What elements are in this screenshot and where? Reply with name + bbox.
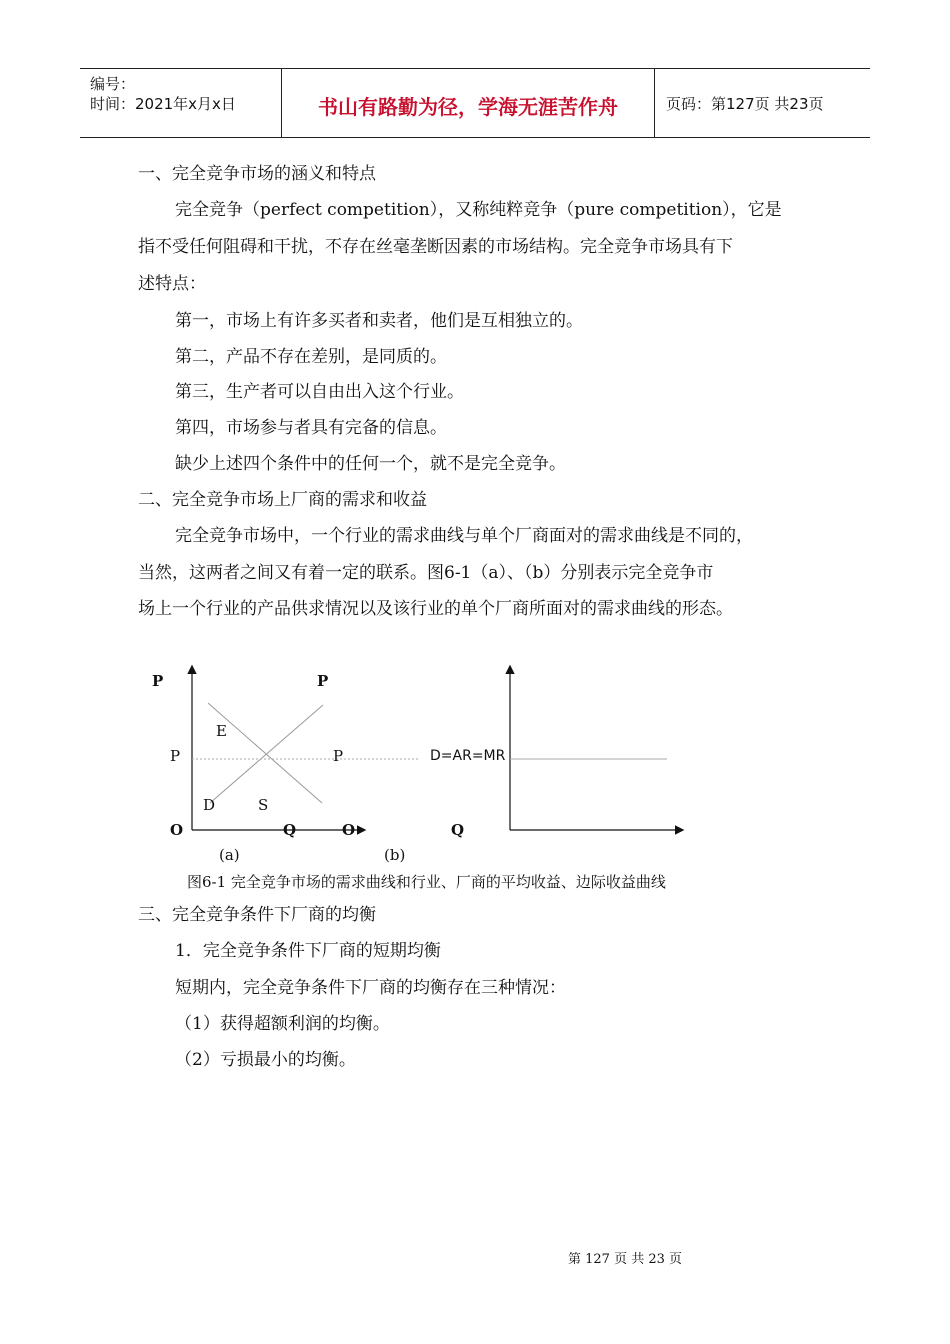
header-right-cell: [654, 69, 870, 137]
price-label-left: P: [170, 747, 181, 765]
q-label-left: Q: [283, 821, 297, 839]
time-label: 时间：2021年x月x日: [90, 95, 236, 113]
case-1: （1）获得超额利润的均衡。: [175, 1014, 390, 1034]
paragraph-2-line-3: 场上一个行业的产品供求情况以及该行业的单个厂商所面对的需求曲线的形态。: [138, 599, 733, 619]
short-run-intro: 短期内，完全竞争条件下厂商的均衡存在三种情况：: [175, 978, 566, 998]
motto: 书山有路勤为径，学海无涯苦作舟: [318, 95, 618, 119]
price-label-mid: P: [333, 747, 344, 765]
figure-graph: [140, 655, 740, 875]
s-label: S: [258, 796, 269, 814]
paragraph-1-line-1: 完全竞争（perfect competition），又称纯粹竞争（pure competition），它是: [175, 200, 782, 220]
feature-summary: 缺少上述四个条件中的任何一个，就不是完全竞争。: [175, 454, 566, 474]
demand-line: [208, 703, 322, 803]
panel-a-p-axis-label: P: [152, 672, 164, 690]
heading-1: 一、完全竞争市场的涵义和特点: [138, 164, 376, 184]
paragraph-1-line-3: 述特点：: [138, 274, 206, 294]
case-2: （2）亏损最小的均衡。: [175, 1050, 356, 1070]
origin-label-right: O: [342, 821, 356, 839]
feature-3: 第三，生产者可以自由出入这个行业。: [175, 382, 464, 402]
header-left-cell: [80, 69, 280, 137]
page-info: 页码：第127页 共23页: [666, 95, 824, 113]
heading-3: 三、完全竞争条件下厂商的均衡: [138, 905, 376, 925]
panel-b-label: (b): [384, 846, 406, 864]
figure-6-1: [140, 655, 740, 875]
q-label-right: Q: [451, 821, 465, 839]
origin-label-left: O: [170, 821, 184, 839]
paragraph-2-line-2: 当然，这两者之间又有着一定的联系。图6-1（a）、（b）分别表示完全竞争市: [138, 563, 714, 583]
feature-1: 第一，市场上有许多买者和卖者，他们是互相独立的。: [175, 311, 583, 331]
header-motto-cell: [281, 69, 655, 137]
paragraph-1-line-2: 指不受任何阻碍和干扰，不存在丝毫垄断因素的市场结构。完全竞争市场具有下: [138, 237, 733, 257]
paragraph-2-line-1: 完全竞争市场中，一个行业的需求曲线与单个厂商面对的需求曲线是不同的，: [175, 526, 753, 546]
feature-4: 第四，市场参与者具有完备的信息。: [175, 418, 447, 438]
panel-a-label: (a): [219, 846, 240, 864]
demand-curve-label: D=AR=MR: [430, 748, 506, 764]
d-label: D: [203, 796, 216, 814]
panel-b-p-axis-label: P: [317, 672, 329, 690]
subheading-1: 1．完全竞争条件下厂商的短期均衡: [175, 941, 441, 961]
feature-2: 第二，产品不存在差别，是同质的。: [175, 347, 447, 367]
header-table: [80, 68, 870, 138]
e-label: E: [216, 722, 227, 740]
heading-2: 二、完全竞争市场上厂商的需求和收益: [138, 490, 427, 510]
page-footer: 第 127 页 共 23 页: [568, 1252, 683, 1267]
number-label: 编号：: [90, 75, 136, 93]
figure-caption: 图6-1 完全竞争市场的需求曲线和行业、厂商的平均收益、边际收益曲线: [187, 873, 666, 891]
